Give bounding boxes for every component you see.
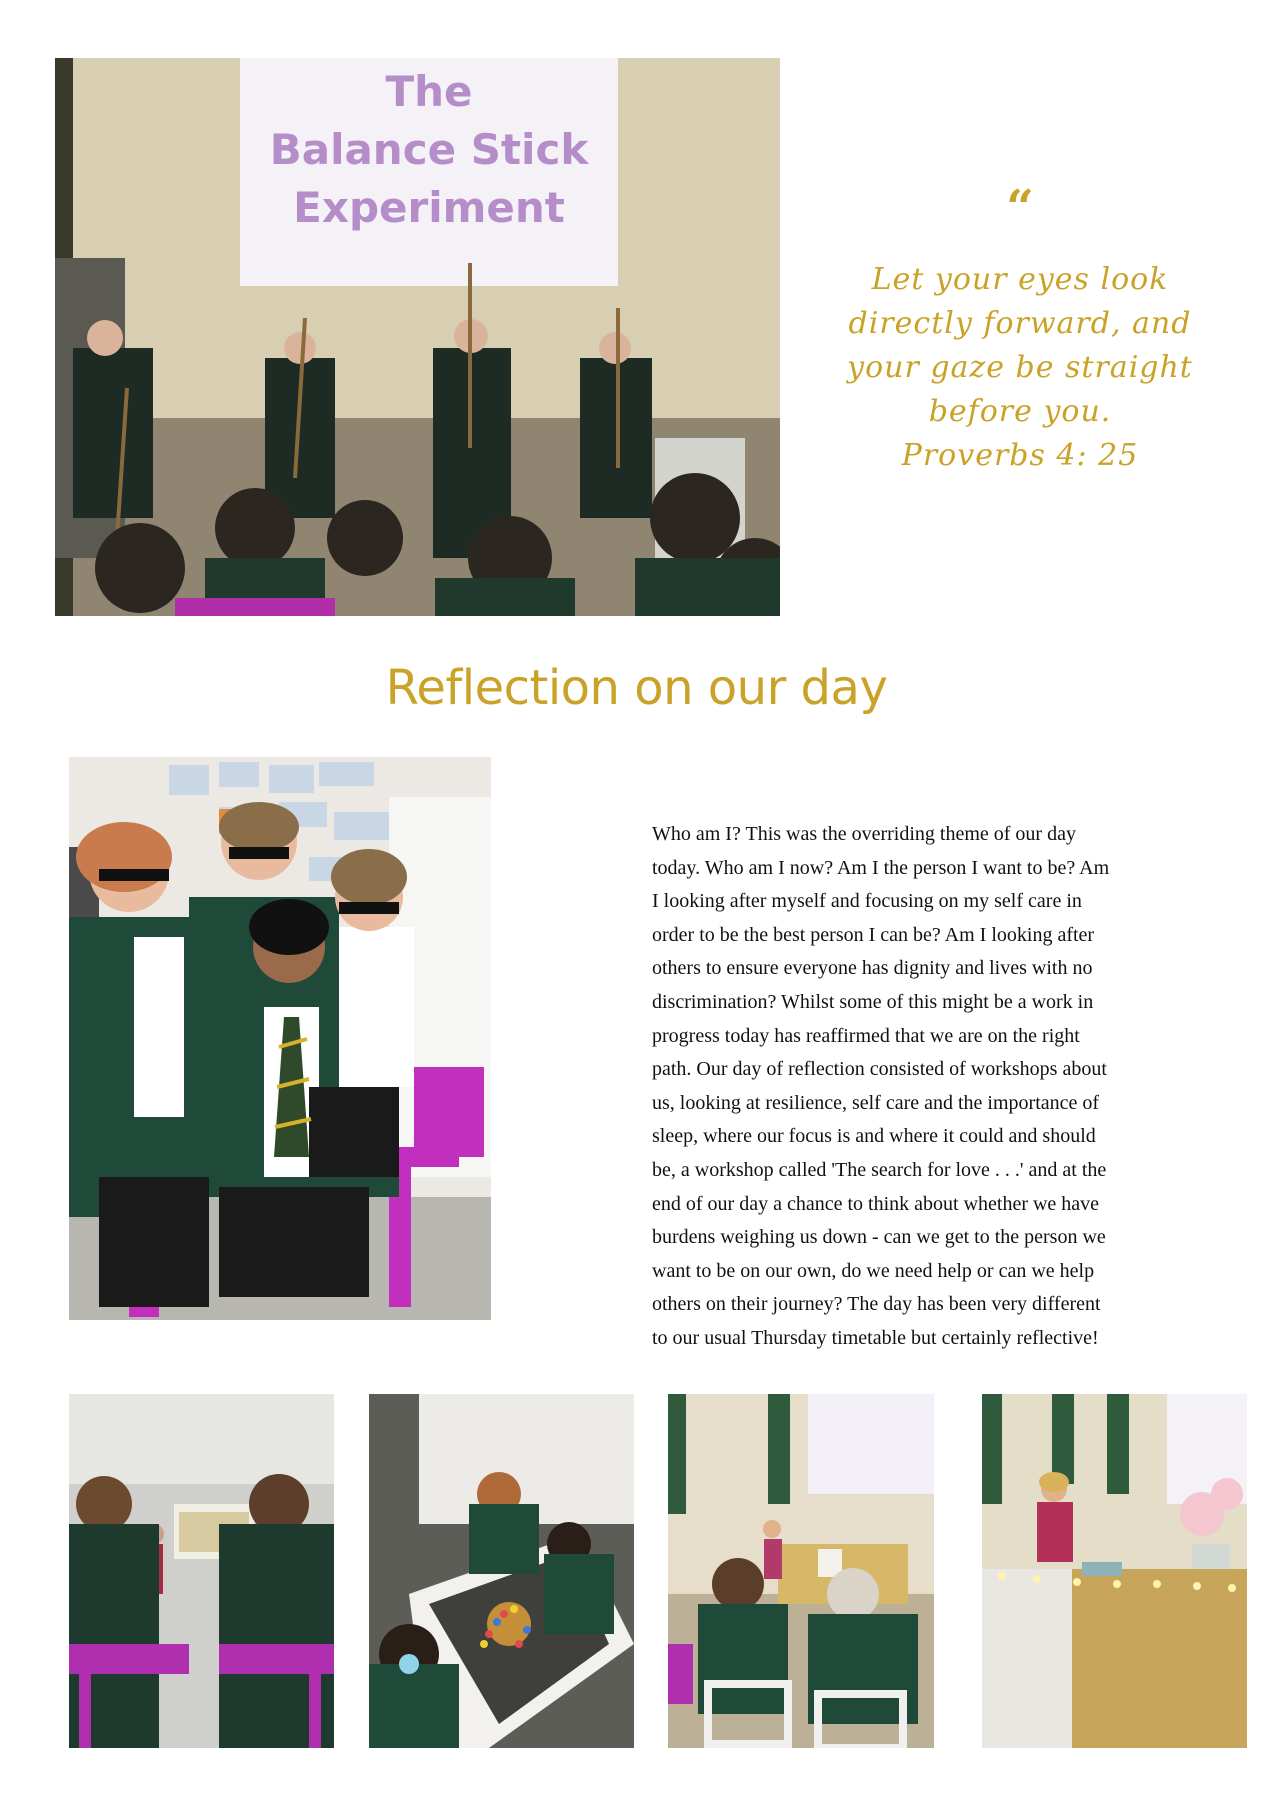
reflection-table-photo xyxy=(982,1394,1247,1748)
paragraph-line: I looking after myself and focusing on my self care in xyxy=(652,890,1082,913)
classroom-illustration xyxy=(69,1394,334,1748)
classroom-photo xyxy=(69,1394,334,1748)
paragraph-line: discrimination? Whilst some of this might be a work in xyxy=(652,990,1094,1013)
paragraph-line: burdens weighing us down - can we get to the person we xyxy=(652,1226,1106,1249)
paragraph-line: path. Our day of reflection consisted of workshops about xyxy=(652,1058,1107,1081)
paragraph-line: want to be on our own, do we need help or can we help xyxy=(652,1259,1095,1282)
paragraph-line: be, a workshop called 'The search for love . . .' and at the xyxy=(652,1158,1107,1181)
floor-activity-illustration xyxy=(369,1394,634,1748)
screen-text-line-2: Balance Stick xyxy=(269,125,589,174)
screen-text-line-1: The xyxy=(385,67,473,116)
floor-activity-photo xyxy=(369,1394,634,1748)
paragraph-line: others to ensure everyone has dignity and lives with no xyxy=(652,957,1093,980)
blindfold-illustration xyxy=(69,757,491,1320)
blindfold-students-photo xyxy=(69,757,491,1320)
paragraph-line: sleep, where our focus is and where it could and should xyxy=(652,1125,1096,1148)
paragraph-line: end of our day a chance to think about whether we have xyxy=(652,1192,1100,1215)
paragraph-line: today. Who am I now? Am I the person I want to be? Am xyxy=(652,856,1110,879)
paragraph-line: to our usual Thursday timetable but certainly reflective! xyxy=(652,1326,1099,1349)
quote-line: before you. xyxy=(928,394,1112,429)
balance-stick-illustration xyxy=(55,58,780,616)
reflection-paragraph xyxy=(652,818,1217,1356)
screen-text-line-3: Experiment xyxy=(293,183,565,232)
bible-quote xyxy=(810,258,1230,478)
section-title: Reflection on our day xyxy=(385,660,888,716)
paragraph-line: others on their journey? The day has been very different xyxy=(652,1293,1101,1316)
quote-line: directly forward, and xyxy=(848,306,1192,341)
balance-stick-photo xyxy=(55,58,780,616)
paragraph-line: progress today has reaffirmed that we are on the right xyxy=(652,1024,1080,1047)
paragraph-line: order to be the best person I can be? Am I looking after xyxy=(652,923,1095,946)
quote-mark-icon: “ xyxy=(1006,180,1034,236)
paragraph-line: us, looking at resilience, self care and the importance of xyxy=(652,1091,1100,1114)
hall-audience-illustration xyxy=(668,1394,934,1748)
paragraph-line: Who am I? This was the overriding theme of our day xyxy=(652,823,1076,845)
reflection-table-illustration xyxy=(982,1394,1247,1748)
quote-line: your gaze be straight xyxy=(847,350,1193,385)
quote-line: Let your eyes look xyxy=(871,262,1169,297)
quote-reference: Proverbs 4: 25 xyxy=(901,438,1139,473)
hall-audience-photo xyxy=(668,1394,934,1748)
